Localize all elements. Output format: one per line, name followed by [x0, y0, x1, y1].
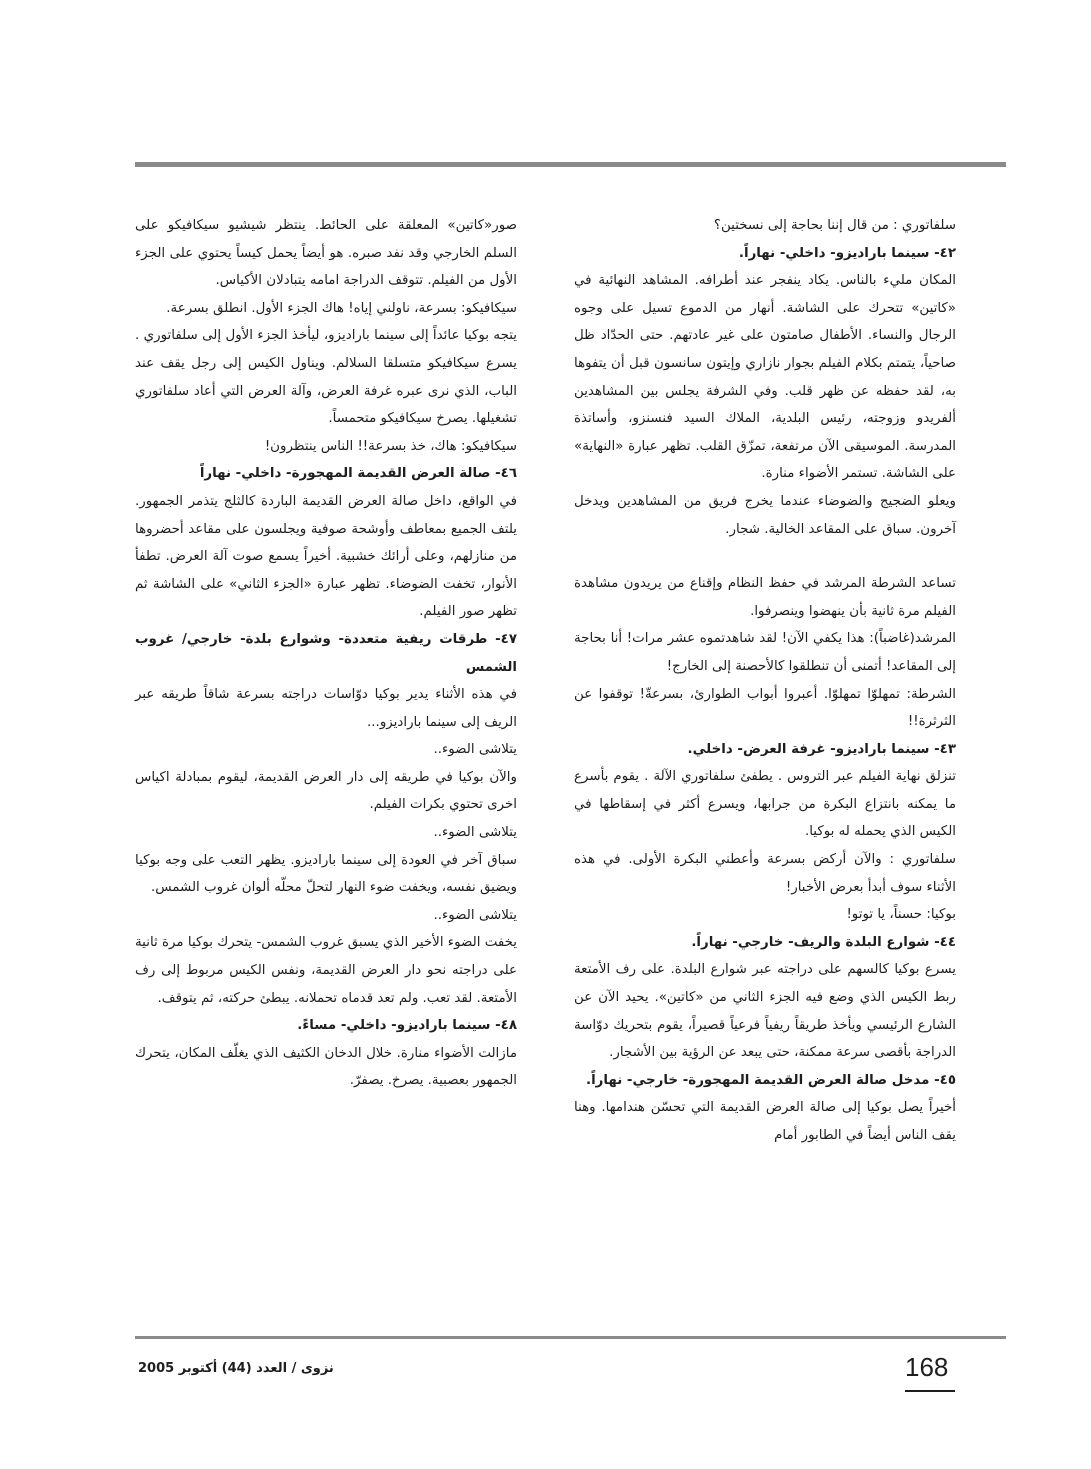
- paragraph: يخفت الضوء الأخير الذي يسبق غروب الشمس- يتحرك بوكيا مرة ثانية على دراجته نحو دار العرض القديمة، ونفس الكيس مربوط إلى رف الأمتعة. لقد تعب. ولم تعد قدماه تحملانه. يبطئ حركته، ثم يتوقف.: [135, 935, 517, 1006]
- scene-heading: ٤٨- سينما باراديزو- داخلي- مساءً.: [297, 1018, 517, 1034]
- paragraph: تنزلق نهاية الفيلم عبر التروس . يطفئ سلفاتوري الآلة . يقوم بأسرع ما يمكنه بانتزاع البكرة من جرابها، ويسرع أكثر في إسقاطها في الكيس الذي يحمله له بوكيا.: [574, 769, 956, 840]
- scene-heading: ٤٤- شوارع البلدة والريف- خارجي- نهاراً.: [691, 934, 956, 950]
- page-number-underline: [905, 1390, 955, 1392]
- left-text-column: [135, 212, 517, 1095]
- paragraph: أخيراً يصل بوكيا إلى صالة العرض القديمة التي تحسّن هندامها. وهنا يقف الناس أيضاً في الطابور أمام: [574, 1100, 956, 1143]
- paragraph: يسرع بوكيا كالسهم على دراجته عبر شوارع البلدة. على رف الأمتعة ربط الكيس الذي وضع فيه الجزء الثاني من «كاتين». يحيد الآن عن الشارع الرئيسي ويأخذ طريقاً ريفياً فرعياً قصيراً، يقوم بتحريك دوّاسة الدراجة بأقصى سرعة ممكنة، حتى يبعد عن الرؤية بين الأشجار.: [574, 962, 956, 1061]
- paragraph: ويعلو الضجيج والضوضاء عندما يخرج فريق من المشاهدين ويدخل آخرون. سباق على المقاعد الخالية. شجار.: [574, 493, 956, 537]
- paragraph: سيكافيكو: هاك، خذ بسرعة!! الناس ينتظرون!: [264, 438, 517, 454]
- page-number: 168: [905, 1352, 949, 1382]
- scene-heading: ٤٣- سينما باراديزو- غرفة العرض- داخلي.: [687, 741, 956, 757]
- paragraph: مازالت الأضواء منارة. خلال الدخان الكثيف الذي يغلّف المكان، يتحرك الجمهور بعصبية. يصرخ. يصفرّ.: [135, 1045, 517, 1089]
- right-text-column: [574, 212, 956, 1150]
- scene-heading: ٤٢- سينما باراديزو- داخلي- نهاراً.: [738, 245, 956, 261]
- paragraph: يتلاشى الضوء..: [433, 825, 517, 841]
- paragraph: سباق آخر في العودة إلى سينما باراديزو. يظهر التعب على وجه بوكيا ويضيق نفسه، ويخفت ضوء النهار لتحلّ محلّه ألوان غروب الشمس.: [135, 852, 517, 896]
- paragraph: الشرطة: تمهلوّا تمهلوّا. أعبروا أبواب الطوارئ، بسرعةّ! توقفوا عن الثرثرة!!: [574, 686, 956, 730]
- paragraph: في الواقع، داخل صالة العرض القديمة الباردة كالثلج يتذمر الجمهور. يلتف الجميع بمعاطف وأوشحة صوفية ويجلسون على مقاعد أحضروها من منازلهم، وعلى أرائك خشبية. أخيراً يسمع صوت آلة العرض. تطفأ الأنوار، تخفت الضوضاء. تظهر عبارة «الجزء الثاني» على الشاشة ثم تظهر صور الفيلم.: [135, 493, 517, 620]
- scene-heading: ٤٥- مدخل صالة العرض القديمة المهجورة- خارجي- نهاراً.: [585, 1072, 956, 1088]
- scene-heading: ٤٧- طرقات ريفية متعددة- وشوارع بلدة- خارجي/ غروب الشمس: [135, 631, 517, 675]
- paragraph: سيكافيكو: بسرعة، ناولني إياه! هاك الجزء الأول. انطلق بسرعة.: [166, 300, 517, 316]
- scene-heading: ٤٦- صالة العرض القديمة المهجورة- داخلي- نهاراً: [199, 466, 517, 482]
- paragraph: يتجه بوكيا عائداً إلى سينما باراديزو، ليأخذ الجزء الأول إلى سلفاتوري . يسرع سيكافيكو متسلقا السلالم. ويناول الكيس إلى رجل يقف عند الباب، الذي نرى عبره غرفة العرض، وآلة العرض التي أعاد سلفاتوري تشغيلها. يصرخ سيكافيكو متحمساً.: [135, 328, 517, 427]
- paragraph: يتلاشى الضوء..: [433, 742, 517, 758]
- paragraph: المرشد(غاضباً): هذا يكفي الآن! لقد شاهدتموه عشر مرات! أنا بحاجة إلى المقاعد! أتمنى أن تنطلقوا كالأحصنة إلى الخارج!: [574, 631, 956, 674]
- paragraph: المكان مليء بالناس. يكاد ينفجر عند أطرافه. المشاهد النهائية في «كاتين» تتحرك على الشاشة. أنهار من الدموع تسيل على وجوه الرجال والنساء. الأطفال صامتون على غير عادتهم. حتى الحدّاد ظل صاحياً، يتمتم بكلام الفيلم بجوار نازاري وإيتون سانسون قبل أن يتفوها به، لقد حفظه عن ظهر قلب. وفي الشرفة يجلس بين المشاهدين ألفريدو وزوجته، رئيس البلدية، الملاك السيد فنسنزو، وأساتذة المدرسة. الموسيقى الآن مرتفعة، تمزّق القلب. تظهر عبارة «النهاية» على الشاشة. تستمر الأضواء منارة.: [574, 273, 956, 482]
- paragraph: يتلاشى الضوء..: [433, 907, 517, 923]
- top-rule: [135, 162, 1006, 167]
- paragraph: تساعد الشرطة المرشد في حفظ النظام وإقناع من يريدون مشاهدة الفيلم مرة ثانية بأن ينهضوا وينصرفوا.: [574, 576, 956, 619]
- paragraph: سلفاتوري : من قال إننا بحاجة إلى نسختين؟: [713, 218, 956, 233]
- paragraph: والآن بوكيا في طريقه إلى دار العرض القديمة، ليقوم بمبادلة اكياس اخرى تحتوي بكرات الفيلم.: [135, 769, 517, 813]
- paragraph-gap: [574, 543, 956, 570]
- paragraph: في هذه الأثناء يدير بوكيا دوّاسات دراجته بسرعة شاقاً طريقه عبر الريف إلى سينما باراديزو...: [135, 687, 517, 730]
- paragraph: بوكيا: حسناً، يا توتو!: [846, 907, 956, 923]
- paragraph: صور«كاتين» المعلقة على الحائط. ينتظر شيشيو سيكافيكو على السلم الخارجي وقد نفد صبره. هو أيضاً يحمل كيساً يحتوي على الجزء الأول من الفيلم. تتوقف الدراجة امامه يتبادلان الأكياس.: [135, 218, 517, 289]
- paragraph: سلفاتوري : والآن أركض بسرعة وأعطني البكرة الأولى. في هذه الأثناء سوف أبدأ بعرض الأخبار!: [574, 852, 956, 895]
- bottom-rule: [135, 1336, 1006, 1339]
- footer-issue-info: نزوى / العدد (44) أكتوبر 2005: [138, 1361, 334, 1376]
